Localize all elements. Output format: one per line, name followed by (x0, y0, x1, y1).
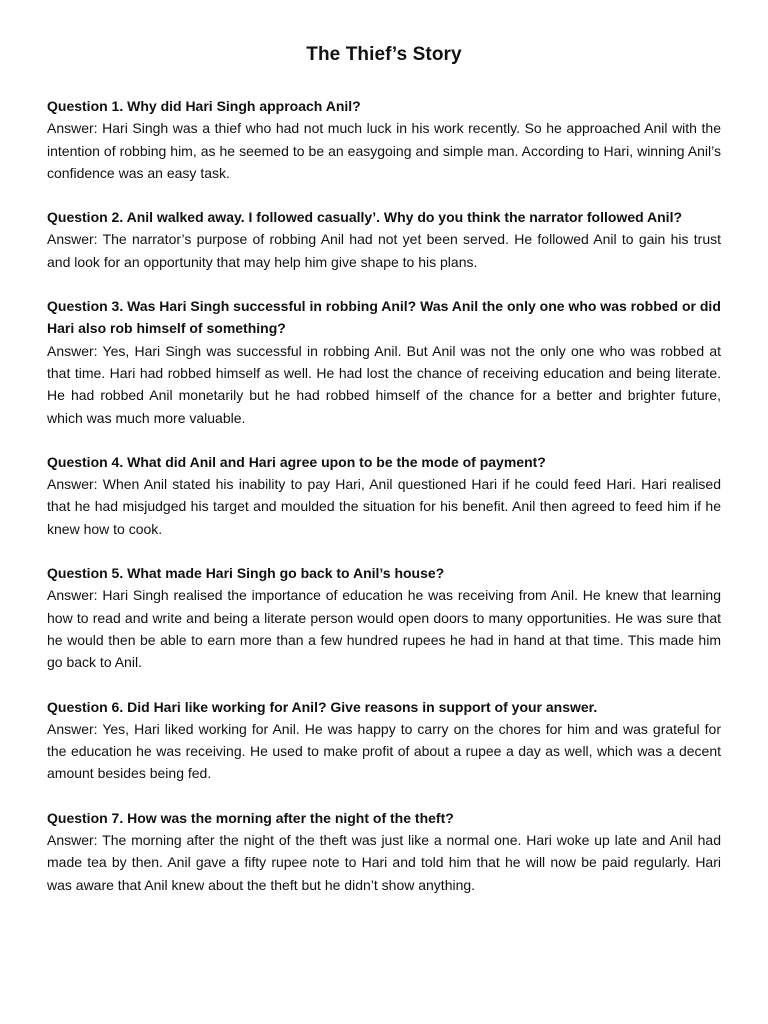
answer-5: Answer: Hari Singh realised the importance of education he was receiving from Anil. He knew that learning how to read and write and being a literate person would open doors to many opportunities. He was sure that he would then be able to earn more than a few hundred rupees he had in hand at that time. This made him go back to Anil. (47, 587, 721, 671)
answer-1: Answer: Hari Singh was a thief who had not much luck in his work recently. So he approached Anil with the intention of robbing him, as he seemed to be an easygoing and simple man. According to Hari, winning Anil’s confidence was an easy task. (47, 120, 721, 181)
qa-item-4 (47, 451, 721, 540)
qa-item-6 (47, 696, 721, 785)
question-5: Question 5. What made Hari Singh go back to Anil’s house? (47, 565, 445, 582)
answer-2: Answer: The narrator’s purpose of robbing Anil had not yet been served. He followed Anil to gain his trust and look for an opportunity that may help him give shape to his plans. (47, 231, 721, 270)
page-title: The Thief’s Story (306, 44, 462, 65)
question-1: Question 1. Why did Hari Singh approach Anil? (47, 98, 361, 114)
question-7: Question 7. How was the morning after the night of the theft? (47, 809, 454, 826)
answer-3: Answer: Yes, Hari Singh was successful in robbing Anil. But Anil was not the only one who was robbed at that time. Hari had robbed himself as well. He had lost the chance of receiving education and being literate. He had robbed Anil monetarily but he had robbed himself of the chance for a better and brighter future, which was much more valuable. (47, 342, 721, 426)
answer-6: Answer: Yes, Hari liked working for Anil. He was happy to carry on the chores for him and was grateful for the education he was receiving. He used to make profit of about a rupee a day as well, which was a decent amount besides being fed. (47, 720, 721, 782)
qa-item-1 (47, 95, 721, 184)
answer-4: Answer: When Anil stated his inability to pay Hari, Anil questioned Hari if he could feed Hari. Hari realised that he had misjudged his target and moulded the situation for his benefit. Anil then agreed to feed him if he knew how to cook. (47, 476, 721, 537)
qa-item-3 (47, 295, 721, 429)
answer-7: Answer: The morning after the night of the theft was just like a normal one. Hari woke up late and Anil had made tea by then. Anil gave a fifty rupee note to Hari and told him that he will now be paid regularly. Hari was aware that Anil knew about the theft but he didn’t show anything. (47, 832, 721, 893)
question-3: Question 3. Was Hari Singh successful in robbing Anil? Was Anil the only one who was robbed or did Hari also rob himself of something? (47, 298, 721, 337)
question-4: Question 4. What did Anil and Hari agree upon to be the mode of payment? (47, 453, 546, 470)
qa-item-2 (47, 206, 721, 273)
qa-list (47, 95, 721, 918)
qa-item-5 (47, 562, 721, 673)
question-2: Question 2. Anil walked away. I followed casually’. Why do you think the narrator followed Anil? (47, 209, 683, 226)
question-6: Question 6. Did Hari like working for Anil? Give reasons in support of your answer. (47, 698, 598, 715)
qa-item-7 (47, 807, 721, 896)
